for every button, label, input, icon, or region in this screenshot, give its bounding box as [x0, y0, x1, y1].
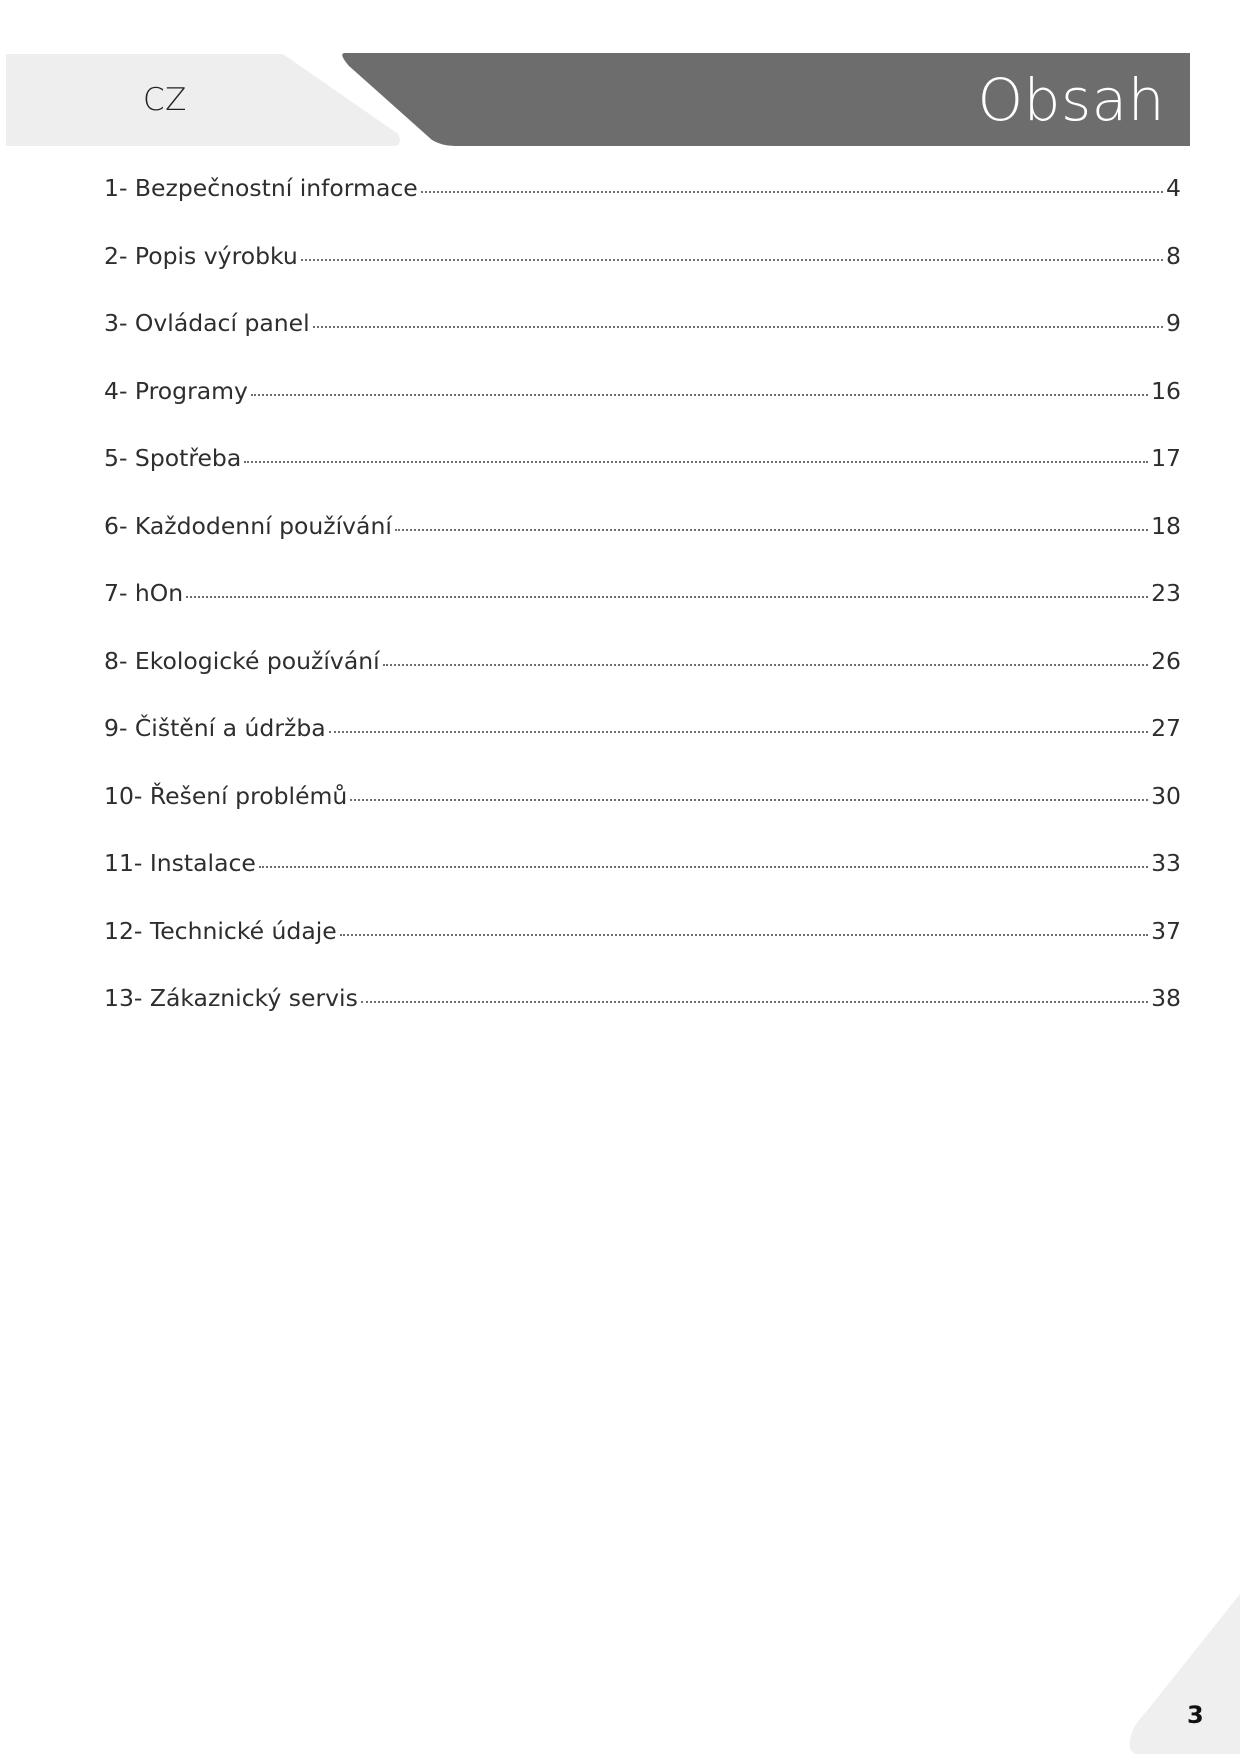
toc-entry-label: 9- Čištění a údržba — [104, 714, 326, 742]
toc-entry[interactable] — [104, 647, 1181, 715]
toc-dot-leader — [361, 1001, 1148, 1003]
toc-entry[interactable] — [104, 309, 1181, 377]
toc-entry-label: 13- Zákaznický servis — [104, 984, 358, 1012]
toc-dot-leader — [244, 461, 1148, 463]
toc-entry[interactable] — [104, 849, 1181, 917]
toc-entry-label: 3- Ovládací panel — [104, 309, 310, 337]
toc-entry[interactable] — [104, 174, 1181, 242]
toc-entry-page: 23 — [1151, 579, 1181, 607]
toc-entry[interactable] — [104, 242, 1181, 310]
toc-dot-leader — [301, 259, 1163, 261]
toc-dot-leader — [329, 731, 1148, 733]
page-corner-decoration — [1120, 1594, 1240, 1754]
table-of-contents — [104, 174, 1181, 1052]
header-light-tab — [6, 54, 400, 146]
toc-dot-leader — [340, 934, 1148, 936]
toc-entry[interactable] — [104, 782, 1181, 850]
toc-entry-page: 9 — [1166, 309, 1181, 337]
toc-entry-page: 30 — [1151, 781, 1181, 810]
toc-entry-page: 26 — [1151, 646, 1181, 675]
toc-entry-page: 33 — [1151, 849, 1181, 877]
toc-entry-page: 8 — [1166, 241, 1181, 270]
toc-entry[interactable] — [104, 984, 1181, 1052]
toc-entry-page: 17 — [1151, 444, 1181, 472]
page-title: Obsah — [977, 66, 1165, 134]
toc-entry-page: 38 — [1151, 984, 1181, 1012]
toc-dot-leader — [186, 596, 1148, 598]
toc-entry[interactable] — [104, 579, 1181, 647]
toc-entry-page: 18 — [1151, 511, 1181, 540]
toc-dot-leader — [259, 866, 1148, 868]
toc-entry[interactable] — [104, 512, 1181, 580]
toc-entry-page: 4 — [1166, 174, 1181, 202]
toc-entry-page: 37 — [1151, 916, 1181, 945]
toc-entry-page: 16 — [1151, 376, 1181, 405]
toc-dot-leader — [313, 326, 1163, 328]
language-code: CZ — [143, 82, 187, 118]
toc-dot-leader — [251, 394, 1148, 396]
toc-entry[interactable] — [104, 917, 1181, 985]
toc-entry-label: 1- Bezpečnostní informace — [104, 174, 418, 202]
toc-entry-label: 7- hOn — [104, 579, 184, 607]
toc-entry-label: 8- Ekologické používání — [104, 646, 380, 675]
toc-entry-label: 10- Řešení problémů — [104, 781, 348, 810]
toc-entry-label: 2- Popis výrobku — [104, 241, 298, 270]
toc-entry[interactable] — [104, 444, 1181, 512]
toc-entry-label: 4- Programy — [104, 376, 248, 405]
toc-dot-leader — [350, 799, 1148, 801]
toc-entry-label: 12- Technické údaje — [104, 916, 337, 945]
page-number: 3 — [1187, 1701, 1204, 1729]
toc-entry[interactable] — [104, 714, 1181, 782]
toc-dot-leader — [421, 191, 1163, 193]
toc-entry-page: 27 — [1151, 714, 1181, 742]
toc-entry-label: 11- Instalace — [104, 849, 256, 877]
toc-entry-label: 6- Každodenní používání — [104, 511, 392, 540]
toc-dot-leader — [395, 529, 1148, 531]
toc-entry-label: 5- Spotřeba — [104, 444, 242, 472]
toc-entry[interactable] — [104, 377, 1181, 445]
toc-dot-leader — [383, 664, 1148, 666]
